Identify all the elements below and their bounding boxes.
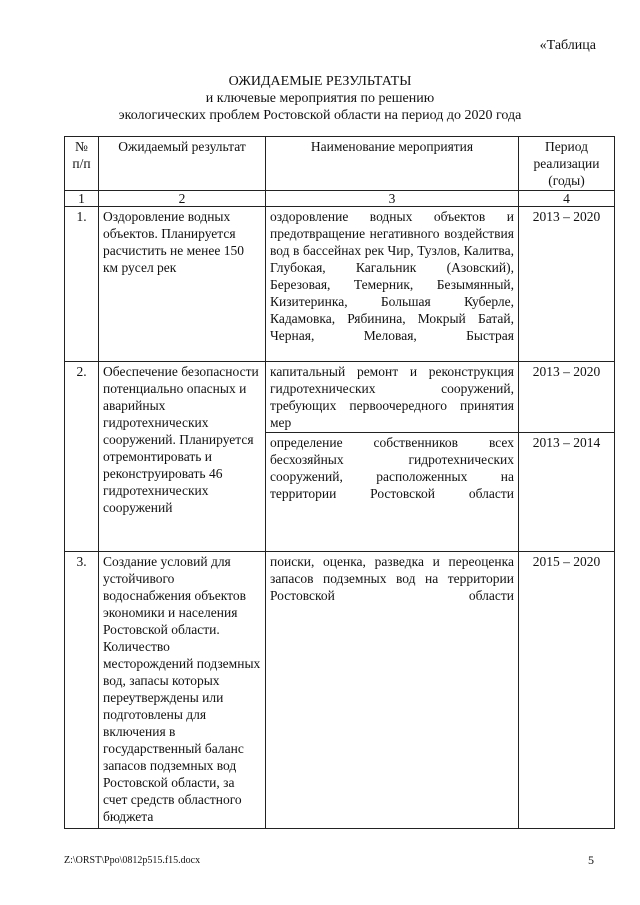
row-period: 2015 – 2020 [519,552,615,829]
row-result: Обеспечение безопасности потенциально опасных и аварийных гидротехнических сооружений. Планируется отремонтировать и реконструировать 46 гидротехнических сооружений [99,362,266,552]
page-number: 5 [588,853,594,867]
row-result: Создание условий для устойчивого водоснабжения объектов экономики и населения Ростовской области. Количество месторождений подземных вод, запасы которых переутверждены или подготовлены для включения в государственный баланс запасов подземных вод Ростовской области, за счет средств областного бюджета [99,552,266,829]
table-row [65,552,615,829]
col-number: 4 [519,191,615,207]
row-measure: поиски, оценка, разведка и переоценка запасов подземных вод на территории Ростовской области [266,552,519,829]
title-line-1: ОЖИДАЕМЫЕ РЕЗУЛЬТАТЫ [228,74,412,89]
header-period: Период реализации (годы) [519,137,615,191]
table-row [65,362,615,433]
table-label: «Таблица [539,38,596,53]
col-number: 2 [99,191,266,207]
row-num: 2. [65,362,99,552]
row-measure: капитальный ремонт и реконструкция гидротехнических сооружений, требующих первоочередного принятия мер [266,362,519,433]
row-measure: оздоровление водных объектов и предотвращение негативного воздействия вод в бассейнах рек Чир, Тузлов, Калитва, Глубокая, Кагальник (Азовский), Березовая, Темерник, Безымянный, Кизитеринка, Большая Куберле, Кадамовка, Рябинина, Мокрый Батай, Черная, Меловая, Быстрая [266,207,519,362]
table-row [65,207,615,362]
col-number: 3 [266,191,519,207]
table-header-row [65,137,615,191]
results-table [64,136,615,829]
row-period: 2013 – 2014 [519,433,615,552]
header-num: № п/п [65,137,99,191]
footer-file-path: Z:\ORST\Ppo\0812p515.f15.docx [64,855,201,866]
row-measure: определение собственников всех бесхозяйных гидротехнических сооружений, расположенных на территории Ростовской области [266,433,519,552]
row-num: 1. [65,207,99,362]
row-period: 2013 – 2020 [519,362,615,433]
row-num: 3. [65,552,99,829]
col-number: 1 [65,191,99,207]
column-numbers-row [65,191,615,207]
title-line-3: экологических проблем Ростовской области на период до 2020 года [118,108,522,123]
title-line-2: и ключевые мероприятия по решению [205,91,435,106]
header-measure: Наименование мероприятия [266,137,519,191]
row-result: Оздоровление водных объектов. Планируется расчистить не менее 150 км русел рек [99,207,266,362]
row-period: 2013 – 2020 [519,207,615,362]
header-result: Ожидаемый результат [99,137,266,191]
